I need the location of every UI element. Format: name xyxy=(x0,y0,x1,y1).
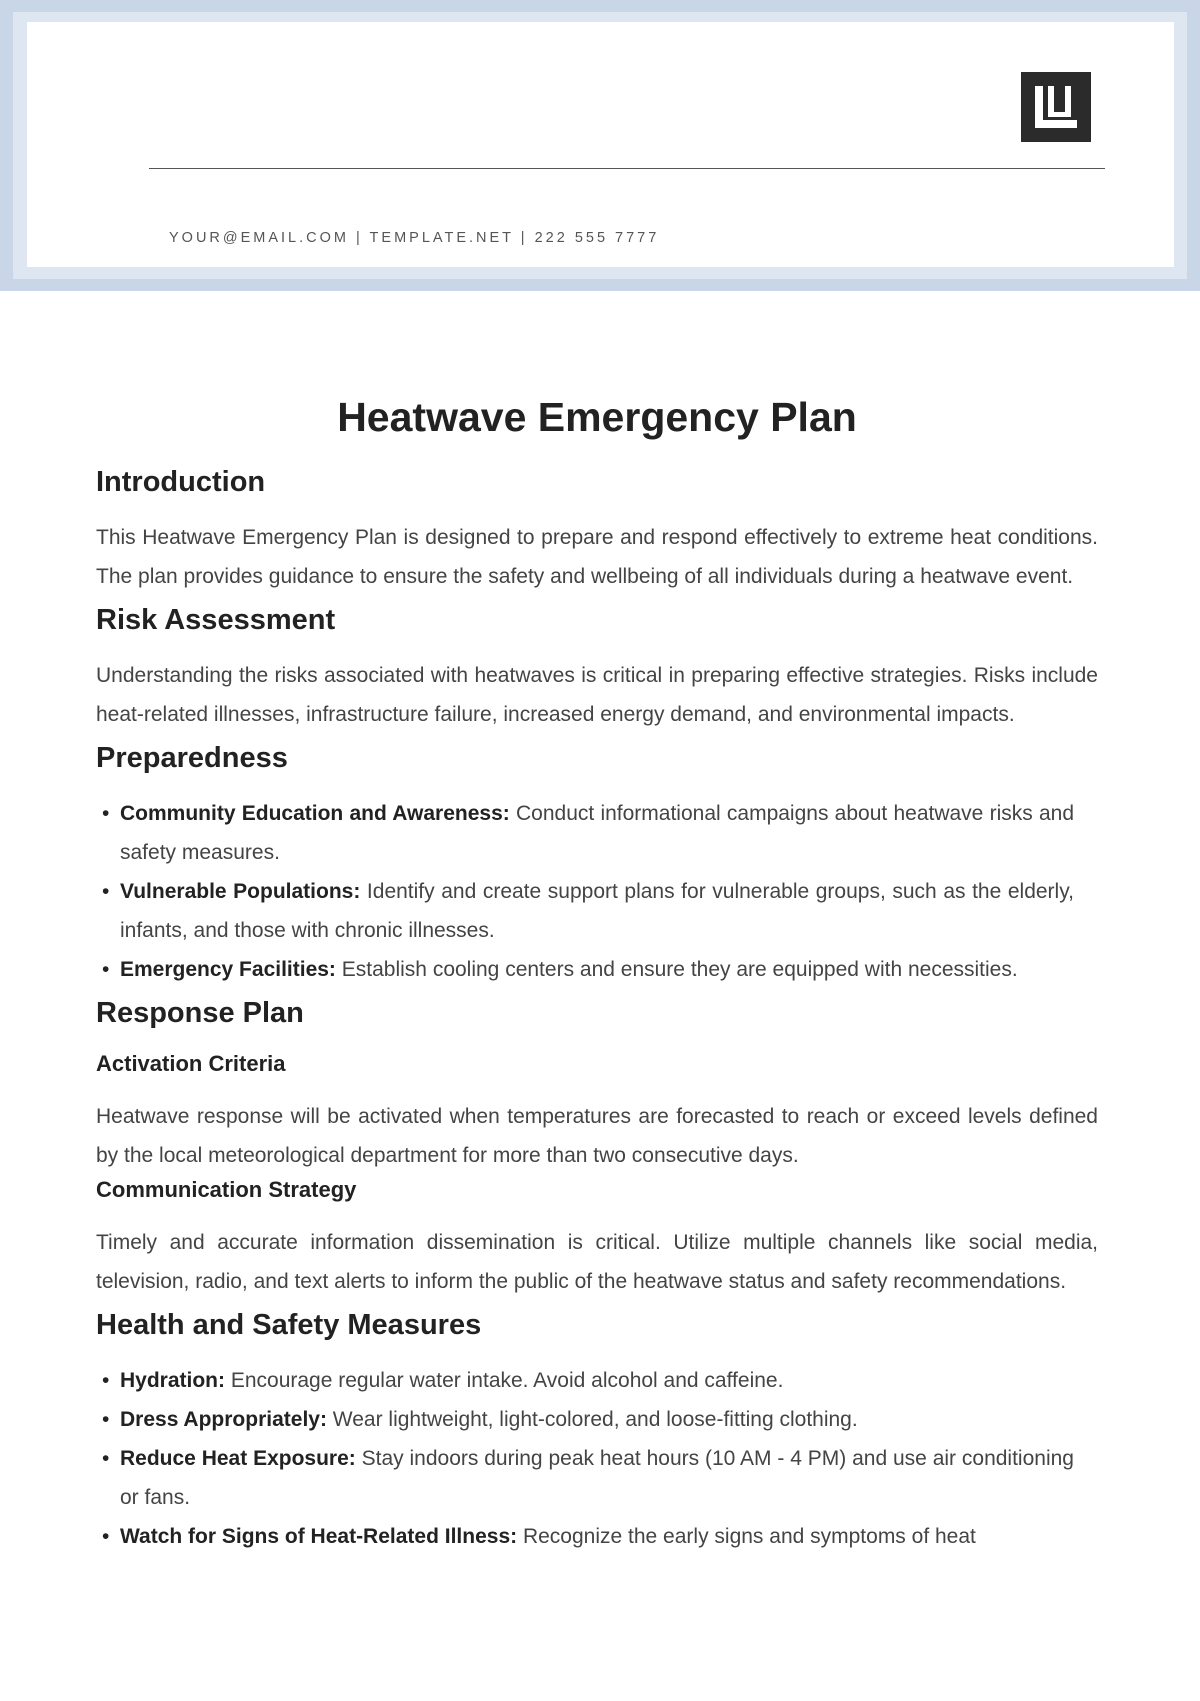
section-heading-preparedness: Preparedness xyxy=(96,742,288,774)
subheading-communication-strategy: Communication Strategy xyxy=(96,1177,357,1202)
list-item: • Vulnerable Populations: Identify and create support plans for vulnerable groups, such as the elderly, infants, and those with chronic illnesses. xyxy=(102,880,1074,942)
header-divider xyxy=(149,168,1105,169)
activation-criteria-text: Heatwave response will be activated when temperatures are forecasted to reach or exceed levels defined by the local meteorological department for more than two consecutive days. xyxy=(96,1105,1098,1167)
header-band xyxy=(0,0,1200,291)
list-item: • Emergency Facilities: Establish cooling centers and ensure they are equipped with necessities. xyxy=(102,958,1018,981)
communication-strategy-text: Timely and accurate information dissemination is critical. Utilize multiple channels like social media, television, radio, and text alerts to inform the public of the heatwave status and safety recommendations. xyxy=(96,1231,1098,1293)
section-heading-health-safety: Health and Safety Measures xyxy=(96,1309,482,1341)
header-card xyxy=(27,22,1174,267)
list-item: • Community Education and Awareness: Conduct informational campaigns about heatwave risks and safety measures. xyxy=(102,802,1075,864)
contact-info: YOUR@EMAIL.COM | TEMPLATE.NET | 222 555 7777 xyxy=(169,230,660,246)
document-title: Heatwave Emergency Plan xyxy=(337,394,857,440)
introduction-text: This Heatwave Emergency Plan is designed to prepare and respond effectively to extreme heat conditions. The plan provides guidance to ensure the safety and wellbeing of all individuals during a heatwave event. xyxy=(96,526,1098,588)
section-heading-introduction: Introduction xyxy=(96,466,266,498)
company-logo-icon xyxy=(1021,72,1091,142)
list-item: • Watch for Signs of Heat-Related Illness: Recognize the early signs and symptoms of heat xyxy=(102,1525,976,1548)
health-safety-list xyxy=(96,1361,1098,1556)
section-heading-response-plan: Response Plan xyxy=(96,997,304,1029)
subheading-activation-criteria: Activation Criteria xyxy=(96,1051,286,1076)
preparedness-list xyxy=(96,794,1098,989)
section-heading-risk-assessment: Risk Assessment xyxy=(96,604,336,636)
document-body xyxy=(96,390,1098,1556)
list-item: • Reduce Heat Exposure: Stay indoors during peak heat hours (10 AM - 4 PM) and use air conditioning or fans. xyxy=(102,1447,1074,1509)
list-item: • Hydration: Encourage regular water intake. Avoid alcohol and caffeine. xyxy=(102,1369,784,1392)
list-item: • Dress Appropriately: Wear lightweight, light-colored, and loose-fitting clothing. xyxy=(102,1408,858,1431)
risk-assessment-text: Understanding the risks associated with heatwaves is critical in preparing effective strategies. Risks include heat-related illnesses, infrastructure failure, increased energy demand, and environmental impacts. xyxy=(96,664,1098,726)
